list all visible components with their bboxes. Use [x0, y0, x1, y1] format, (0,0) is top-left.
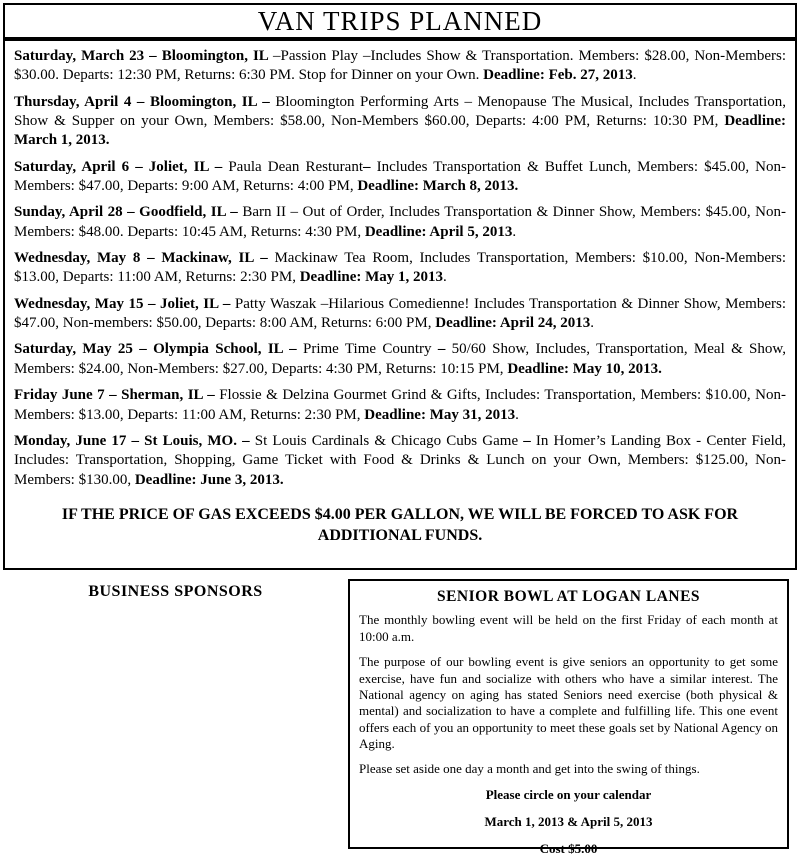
trip-entry-bold-text: Deadline: June 3, 2013. — [134, 471, 284, 488]
trip-entry-text: Mackinaw Tea Room, Includes Transportation, Members: $10.00, Non-Members: $13.00, Departs: 11:00 AM, Returns: 2:30 PM, — [14, 250, 786, 286]
trip-entry-text: Flossie & Delzina Gourmet Grind & Gifts, Includes: Transportation, Members: $10.00, Non-Members: $13.00, Departs: 11:00 AM, Returns: 2:30 PM, — [14, 387, 786, 423]
van-trips-box — [3, 39, 797, 570]
trip-entry — [14, 203, 786, 242]
trip-entry-bold-text: – — [437, 341, 452, 358]
trip-entry-text: Bloomington Performing Arts – Menopause The Musical, Includes Transportation, Show & Supper on your Own, Members: $58.00, Non-Members $60.00, Departs: 4:00 PM, Returns: 10:30 PM, — [14, 93, 786, 130]
senior-bowl-paragraph: Please set aside one day a month and get into the swing of things. — [359, 761, 700, 777]
trip-entry-bold-text: Sunday, April 28 – Goodfield, IL – — [14, 204, 243, 221]
trip-entry-bold-text: Deadline: Feb. 27, 2013 — [483, 67, 633, 84]
trip-entry-bold-text: Wednesday, May 8 – Mackinaw, IL – — [14, 250, 275, 267]
trip-entry-text: In Homer’s Landing Box - Center Field, Includes: Transportation, Shopping, Game Ticket with Food & Drinks & Lunch on your Own, Members: $125.00, Non-Members: $130.00, — [14, 432, 787, 488]
trip-entry-bold-text: Deadline: May 31, 2013 — [364, 406, 516, 423]
trip-entry-bold-text: Saturday, May 25 – Olympia School, IL – — [14, 341, 303, 358]
senior-bowl-center-line: March 1, 2013 & April 5, 2013 — [484, 813, 653, 829]
trip-entry-bold-text: Thursday, April 4 – Bloomington, IL – — [14, 93, 276, 110]
trip-entry-bold-text: Monday, June 17 – St Louis, MO. – — [14, 432, 255, 449]
trip-entry-text: St Louis Cardinals & Chicago Cubs Game — [254, 432, 524, 449]
trip-entry-text: Patty Waszak –Hilarious Comedienne! Includes Transportation & Dinner Show, Members: $47.00, Non-members: $50.00, Departs: 8:00 AM, Returns: 6:00 PM, — [14, 295, 786, 332]
trip-entry-bold-text: Deadline: May 1, 2013 — [299, 269, 444, 286]
senior-bowl-center-line: Cost $5.00 — [539, 840, 598, 856]
bottom-section — [3, 579, 797, 856]
senior-bowl-paragraph: The monthly bowling event will be held on the first Friday of each month at 10:00 a.m. — [359, 612, 778, 644]
trip-entry — [14, 340, 786, 379]
trip-entry-text: . — [512, 223, 517, 240]
trip-entry-bold-text: Deadline: April 5, 2013 — [364, 223, 513, 240]
trip-entry-text: . — [632, 67, 637, 84]
trip-entry-bold-text: Wednesday, May 15 – Joliet, IL – — [14, 295, 235, 312]
trip-entry-bold-text: Saturday, April 6 – Joliet, IL – — [14, 158, 229, 175]
page-title: VAN TRIPS PLANNED — [257, 5, 543, 36]
trip-entry-bold-text: Friday June 7 – Sherman, IL – — [14, 387, 220, 404]
trip-entry — [14, 432, 786, 490]
trip-entry — [14, 386, 786, 425]
senior-bowl-center-line: Please circle on your calendar — [485, 786, 652, 802]
trip-entry — [14, 47, 786, 86]
trip-entry-bold-text: Saturday, March 23 – Bloomington, IL — [14, 48, 273, 64]
trip-entry-text: . — [590, 315, 594, 332]
senior-bowl-title: SENIOR BOWL AT LOGAN LANES — [436, 588, 701, 606]
trip-entry-bold-text: Deadline: March 8, 2013. — [357, 178, 519, 195]
trip-entry-text: –Passion Play –Includes Show & Transportation. Members: $28.00, Non-Members: $30.00. Departs: 12:30 PM, Returns: 6:30 PM. Stop for Dinner on your Own. — [14, 48, 786, 84]
trip-entry-bold-text: – — [363, 158, 377, 175]
senior-bowl-box — [348, 579, 789, 856]
trip-entry — [14, 158, 786, 197]
trip-entry — [14, 295, 786, 334]
trip-entry-text: Includes Transportation & Buffet Lunch, Members: $45.00, Non-Members: $47.00, Departs: 9:00 AM, Returns: 4:00 PM, — [14, 158, 786, 195]
trip-list — [14, 47, 786, 490]
gas-price-notice: IF THE PRICE OF GAS EXCEEDS $4.00 PER GALLON, WE WILL BE FORCED TO ASK FOR ADDITIONAL FUNDS. — [61, 505, 739, 544]
senior-bowl-centered-lines — [359, 787, 778, 857]
trip-entry-bold-text: Deadline: March 1, 2013. — [14, 113, 786, 149]
trip-entry-bold-text: – — [523, 432, 536, 449]
trip-entry-text: Prime Time Country — [303, 341, 438, 358]
senior-bowl-paragraph: The purpose of our bowling event is give seniors an opportunity to get some exercise, have fun and socialize with others who have a similar interest. The National agency on aging has stated Seniors need exercise (both physical & mental) and socialization to have a complete and fulfilling life. This one event offers each of you an opportunity to meet these goals set by National Agency on Aging. — [359, 654, 778, 752]
trip-entry — [14, 249, 786, 288]
trip-entry-bold-text: Deadline: May 10, 2013. — [507, 360, 662, 377]
trip-entry-text: . — [443, 269, 447, 286]
trip-entry-bold-text: Deadline: April 24, 2013 — [435, 315, 591, 332]
trip-entry-text: . — [515, 406, 519, 423]
trip-entry-text: Paula Dean Resturant — [228, 158, 363, 175]
trip-entry-text: 50/60 Show, Includes, Transportation, Meal & Show, Members: $24.00, Non-Members: $27.00, Departs: 4:30 PM, Returns: 10:15 PM, — [14, 341, 787, 377]
senior-bowl-paragraphs — [359, 612, 778, 777]
trip-entry — [14, 93, 786, 151]
trip-entry-text: Barn II – Out of Order, Includes Transportation & Dinner Show, Members: $45.00, Non-Members: $48.00. Departs: 10:45 AM, Returns: 4:30 PM, — [14, 204, 786, 240]
van-trips-title-box — [3, 3, 797, 39]
business-sponsors-column — [3, 579, 348, 601]
business-sponsors-heading: BUSINESS SPONSORS — [88, 583, 263, 601]
